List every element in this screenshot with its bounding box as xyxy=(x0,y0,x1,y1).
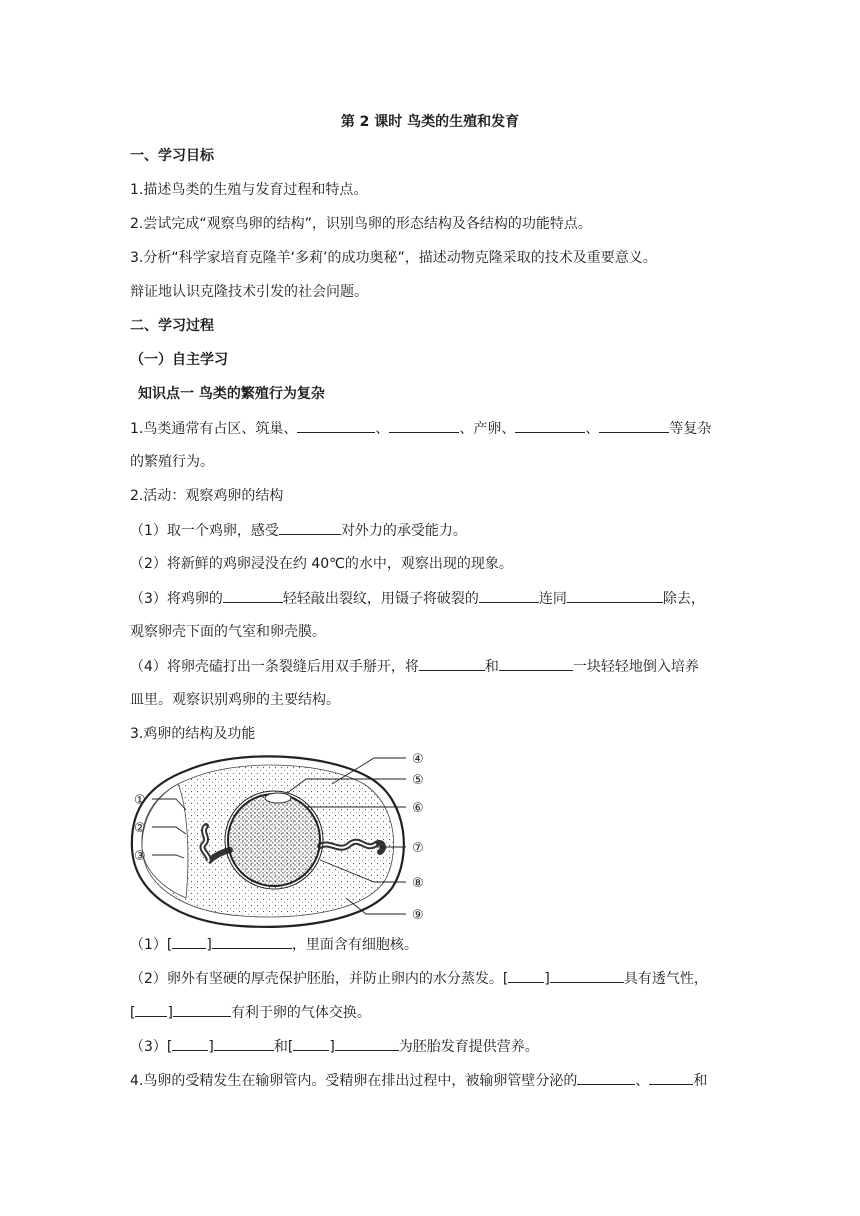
answer-blank[interactable] xyxy=(577,1070,635,1085)
q2-step-3-cont: 观察卵壳下面的气室和卵壳膜。 xyxy=(130,624,326,640)
q2-s1-text-a: （1）取一个鸡卵，感受 xyxy=(130,523,279,539)
label-7: ⑦ xyxy=(412,841,424,856)
q3-f3-text-c: 和[ xyxy=(273,1039,294,1055)
q3-f2-text-b: ] xyxy=(544,971,550,987)
q3-f1-text-c: ，里面含有细胞核。 xyxy=(291,937,418,953)
self-study-heading: （一）自主学习 xyxy=(130,352,228,368)
q2-step-4-cont: 皿里。观察识别鸡卵的主要结构。 xyxy=(130,692,340,708)
q3-f2-text-a: （2）卵外有坚硬的厚壳保护胚胎，并防止卵内的水分蒸发。[ xyxy=(130,971,509,987)
question-3-heading: 3.鸡卵的结构及功能 xyxy=(130,726,256,742)
process-heading: 二、学习过程 xyxy=(130,318,214,334)
question-1-line-2: 的繁殖行为。 xyxy=(130,454,214,470)
bracket-blank[interactable] xyxy=(508,968,544,983)
germinal-disc xyxy=(265,793,291,803)
q3-f2-text-f: 有利于卵的气体交换。 xyxy=(230,1005,371,1021)
answer-blank[interactable] xyxy=(479,588,539,603)
label-5: ⑤ xyxy=(412,773,424,788)
goal-1: 1.描述鸟类的生殖与发育过程和特点。 xyxy=(130,182,368,198)
q2-step-1 xyxy=(130,520,467,540)
q3-f1-text-a: （1）[ xyxy=(130,937,173,953)
q1-sep1: 、 xyxy=(375,421,390,437)
q3-f3-text-b: ] xyxy=(208,1039,214,1055)
answer-blank[interactable] xyxy=(499,656,573,671)
answer-blank[interactable] xyxy=(223,588,283,603)
q3-fill-2-cont xyxy=(130,1002,371,1022)
q3-f1-text-b: ] xyxy=(206,937,212,953)
label-6: ⑥ xyxy=(412,801,424,816)
answer-blank[interactable] xyxy=(212,934,292,949)
q2-s3-text-d: 除去， xyxy=(662,591,705,607)
q4-text-a: 4.鸟卵的受精发生在输卵管内。受精卵在排出过程中，被输卵管壁分泌的 xyxy=(130,1073,578,1089)
q4-text-b: 和 xyxy=(693,1073,708,1089)
goal-3b: 辩证地认识克隆技术引发的社会问题。 xyxy=(130,284,368,300)
bracket-blank[interactable] xyxy=(135,1002,167,1017)
answer-blank[interactable] xyxy=(649,1070,693,1085)
q3-fill-1 xyxy=(130,934,418,954)
knowledge-point-1: 知识点一 鸟类的繁殖行为复杂 xyxy=(138,386,325,402)
label-4: ④ xyxy=(412,752,424,767)
yolk xyxy=(228,794,320,886)
question-2-heading: 2.活动：观察鸡卵的结构 xyxy=(130,488,284,504)
q1-text-a: 1.鸟类通常有占区、筑巢、 xyxy=(130,421,298,437)
answer-blank[interactable] xyxy=(335,1036,399,1051)
question-4 xyxy=(130,1070,707,1090)
q3-f2-text-c: 具有透气性， xyxy=(623,971,708,987)
q2-s4-text-c: 一块轻轻地倒入培养 xyxy=(572,659,699,675)
answer-blank[interactable] xyxy=(173,1002,231,1017)
q3-f2-text-d: [ xyxy=(130,1005,136,1021)
q3-f2-text-e: ] xyxy=(167,1005,173,1021)
q2-step-4 xyxy=(130,656,699,676)
q3-fill-3 xyxy=(130,1036,539,1056)
q3-fill-2 xyxy=(130,968,708,988)
goal-3a: 3.分析“科学家培育克隆羊‘多莉’的成功奥秘”，描述动物克隆采取的技术及重要意义。 xyxy=(130,250,657,266)
answer-blank[interactable] xyxy=(214,1036,274,1051)
q2-s4-text-b: 和 xyxy=(484,659,499,675)
q2-s3-text-b: 轻轻敲出裂纹，用镊子将破裂的 xyxy=(282,591,479,607)
answer-blank[interactable] xyxy=(389,418,459,433)
q2-s3-text-a: （3）将鸡卵的 xyxy=(130,591,223,607)
answer-blank[interactable] xyxy=(599,418,669,433)
q3-f3-text-e: 为胚胎发育提供营养。 xyxy=(398,1039,539,1055)
answer-blank[interactable] xyxy=(279,520,341,535)
bracket-blank[interactable] xyxy=(172,934,206,949)
egg-structure-diagram xyxy=(130,748,442,930)
q1-text-c: 等复杂 xyxy=(669,421,712,437)
answer-blank[interactable] xyxy=(297,418,375,433)
goals-heading: 一、学习目标 xyxy=(130,148,214,164)
answer-blank[interactable] xyxy=(515,418,585,433)
q2-s4-text-a: （4）将卵壳磕打出一条裂缝后用双手掰开，将 xyxy=(130,659,419,675)
question-1-line-1 xyxy=(130,418,711,438)
q2-s3-text-c: 连同 xyxy=(538,591,567,607)
q3-f3-text-a: （3）[ xyxy=(130,1039,173,1055)
page-title: 第 2 课时 鸟类的生殖和发育 xyxy=(340,114,520,130)
bracket-blank[interactable] xyxy=(293,1036,329,1051)
q4-sep: 、 xyxy=(635,1073,650,1089)
q2-step-2: （2）将新鲜的鸡卵浸没在约 40℃的水中，观察出现的现象。 xyxy=(130,556,513,572)
answer-blank[interactable] xyxy=(419,656,485,671)
goal-2: 2.尝试完成“观察鸟卵的结构”，识别鸟卵的形态结构及各结构的功能特点。 xyxy=(130,216,592,232)
q2-step-3 xyxy=(130,588,705,608)
q2-s1-text-b: 对外力的承受能力。 xyxy=(340,523,467,539)
bracket-blank[interactable] xyxy=(172,1036,208,1051)
label-2: ② xyxy=(134,821,146,836)
label-9: ⑨ xyxy=(412,908,424,923)
answer-blank[interactable] xyxy=(550,968,624,983)
label-8: ⑧ xyxy=(412,876,424,891)
q3-f3-text-d: ] xyxy=(329,1039,335,1055)
label-3: ③ xyxy=(134,849,146,864)
answer-blank[interactable] xyxy=(567,588,663,603)
q1-sep2: 、 xyxy=(585,421,600,437)
q1-text-b: 、产卵、 xyxy=(459,421,516,437)
label-1: ① xyxy=(134,793,146,808)
